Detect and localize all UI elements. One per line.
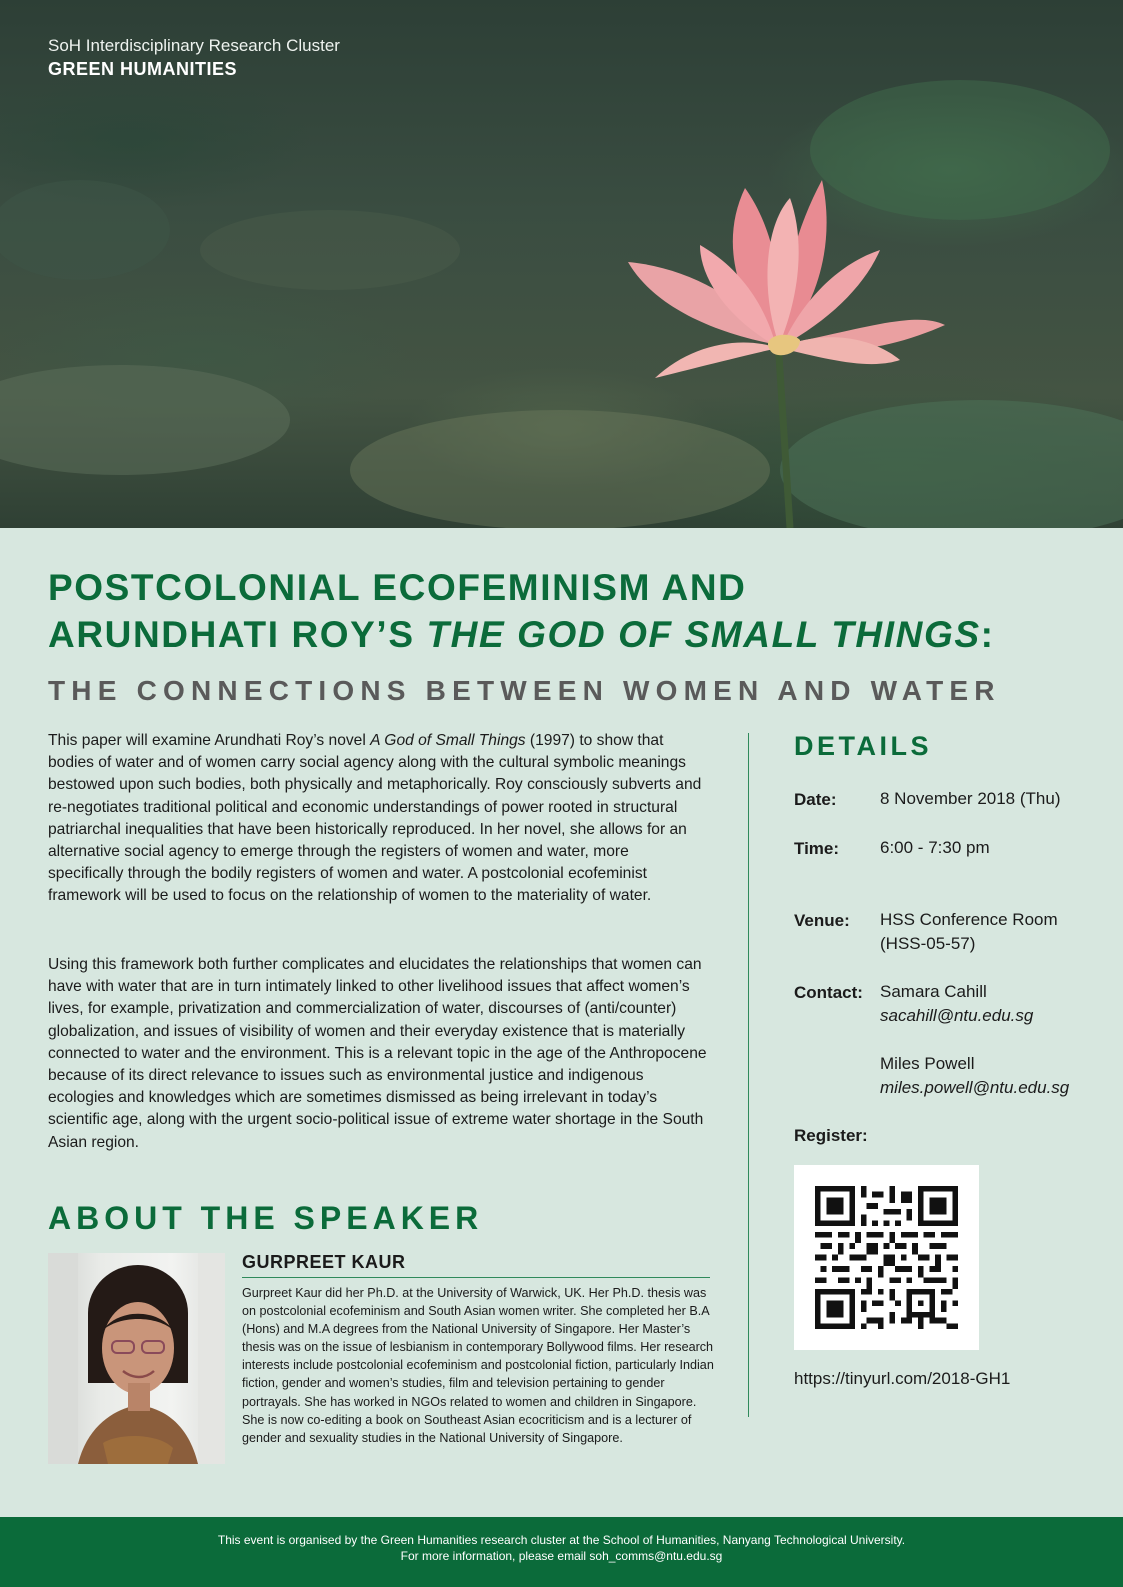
register-link[interactable]: https://tinyurl.com/2018-GH1	[794, 1369, 1011, 1388]
event-title-line2	[48, 614, 995, 656]
contact1-email[interactable]: sacahill@ntu.edu.sg	[880, 1006, 1034, 1025]
book-title: A God of Small Things	[370, 732, 526, 749]
title-suffix: :	[980, 614, 995, 655]
hero-image	[0, 0, 1123, 528]
time-value: 6:00 - 7:30 pm	[880, 838, 990, 857]
footer-contact-text: For more information, please email soh_comms@ntu.edu.sg	[400, 1549, 723, 1563]
date-value: 8 November 2018 (Thu)	[880, 789, 1061, 808]
venue-label: Venue:	[794, 911, 850, 930]
cluster-label: SoH Interdisciplinary Research Cluster	[48, 36, 340, 55]
title-prefix: ARUNDHATI ROY’S	[48, 614, 427, 655]
footer	[0, 1517, 1123, 1587]
abstract-text: This paper will examine Arundhati Roy’s novel	[48, 732, 371, 749]
event-subtitle: THE CONNECTIONS BETWEEN WOMEN AND WATER	[48, 675, 1001, 706]
contact-label: Contact:	[794, 983, 863, 1002]
register-label: Register:	[794, 1126, 868, 1145]
title-book: THE GOD OF SMALL THINGS	[426, 614, 981, 655]
details-heading: DETAILS	[794, 731, 932, 761]
contact2-email[interactable]: miles.powell@ntu.edu.sg	[880, 1078, 1070, 1097]
contact1-name: Samara Cahill	[880, 982, 987, 1001]
speaker-portrait	[48, 1253, 225, 1464]
speaker-name: GURPREET KAUR	[242, 1252, 710, 1278]
column-divider	[748, 733, 749, 1417]
speaker-bio: Gurpreet Kaur did her Ph.D. at the University of Warwick, UK. Her Ph.D. thesis was on postcolonial ecofeminism and South Asian women writer. She completed her B.A (Hons) and M.A degrees from the National University of Singapore. Her Master’s thesis was on the issue of lesbianism in contemporary Bollywood films. Her research interests include postcolonial ecofeminism and postcolonial fiction, particularly Indian fiction, gender and women’s studies, film and television pertaining to gender portrayals. She has worked in NGOs related to women and children in Singapore. She is now co-editing a book on Southeast Asian ecocriticism and is a lecturer of gender and sexuality studies in the National University of Singapore.	[242, 1286, 714, 1445]
register-qr-code[interactable]	[794, 1165, 979, 1350]
speaker-heading: ABOUT THE SPEAKER	[48, 1200, 484, 1236]
qr-code-icon	[815, 1186, 958, 1329]
venue-line2: (HSS-05-57)	[880, 934, 976, 953]
cluster-name: GREEN HUMANITIES	[48, 59, 238, 79]
footer-organiser-text: This event is organised by the Green Humanities research cluster at the School of Humanities, Nanyang Technological University.	[217, 1533, 906, 1547]
venue-line1: HSS Conference Room	[880, 910, 1058, 929]
abstract-paragraph-1	[48, 730, 708, 908]
event-title-line1: POSTCOLONIAL ECOFEMINISM AND	[48, 567, 747, 608]
abstract-text: (1997) to show that bodies of water and of women carry social agency along with the cultural symbolic meanings bestowed upon such bodies, both physically and metaphorically. Roy consciously subverts and re-negotiates traditional political and economic understandings of power rooted in structural patriarchal inequalities that have been historically reproduced. In her novel, she allows for an alternative social agency to emerge through the registers of women and water, more specifically through the bodily registers of women and water. A postcolonial ecofeminist framework will be used to focus on the relationship of women to the materiality of water.	[48, 732, 702, 905]
time-label: Time:	[794, 839, 840, 858]
contact2-name: Miles Powell	[880, 1054, 975, 1073]
abstract-paragraph-2: Using this framework both further complicates and elucidates the relationships that women can have with water that are in turn intimately linked to other livelihood issues that affect women’s lives, for example, privatization and commercialization of water, discourses of (anti/counter) globalization, and issues of visibility of women and their everyday existence that is materially connected to water and the environment. This is a relevant topic in the age of the Anthropocene because of its direct relevance to issues such as environmental justice and indigenous ecologies and knowledges which are sometimes dismissed as being irrelevant in today’s scientific age, along with the urgent socio-political issue of extreme water shortage in the South Asian region.	[48, 956, 707, 1151]
date-label: Date:	[794, 790, 837, 809]
speaker-photo	[48, 1253, 225, 1464]
